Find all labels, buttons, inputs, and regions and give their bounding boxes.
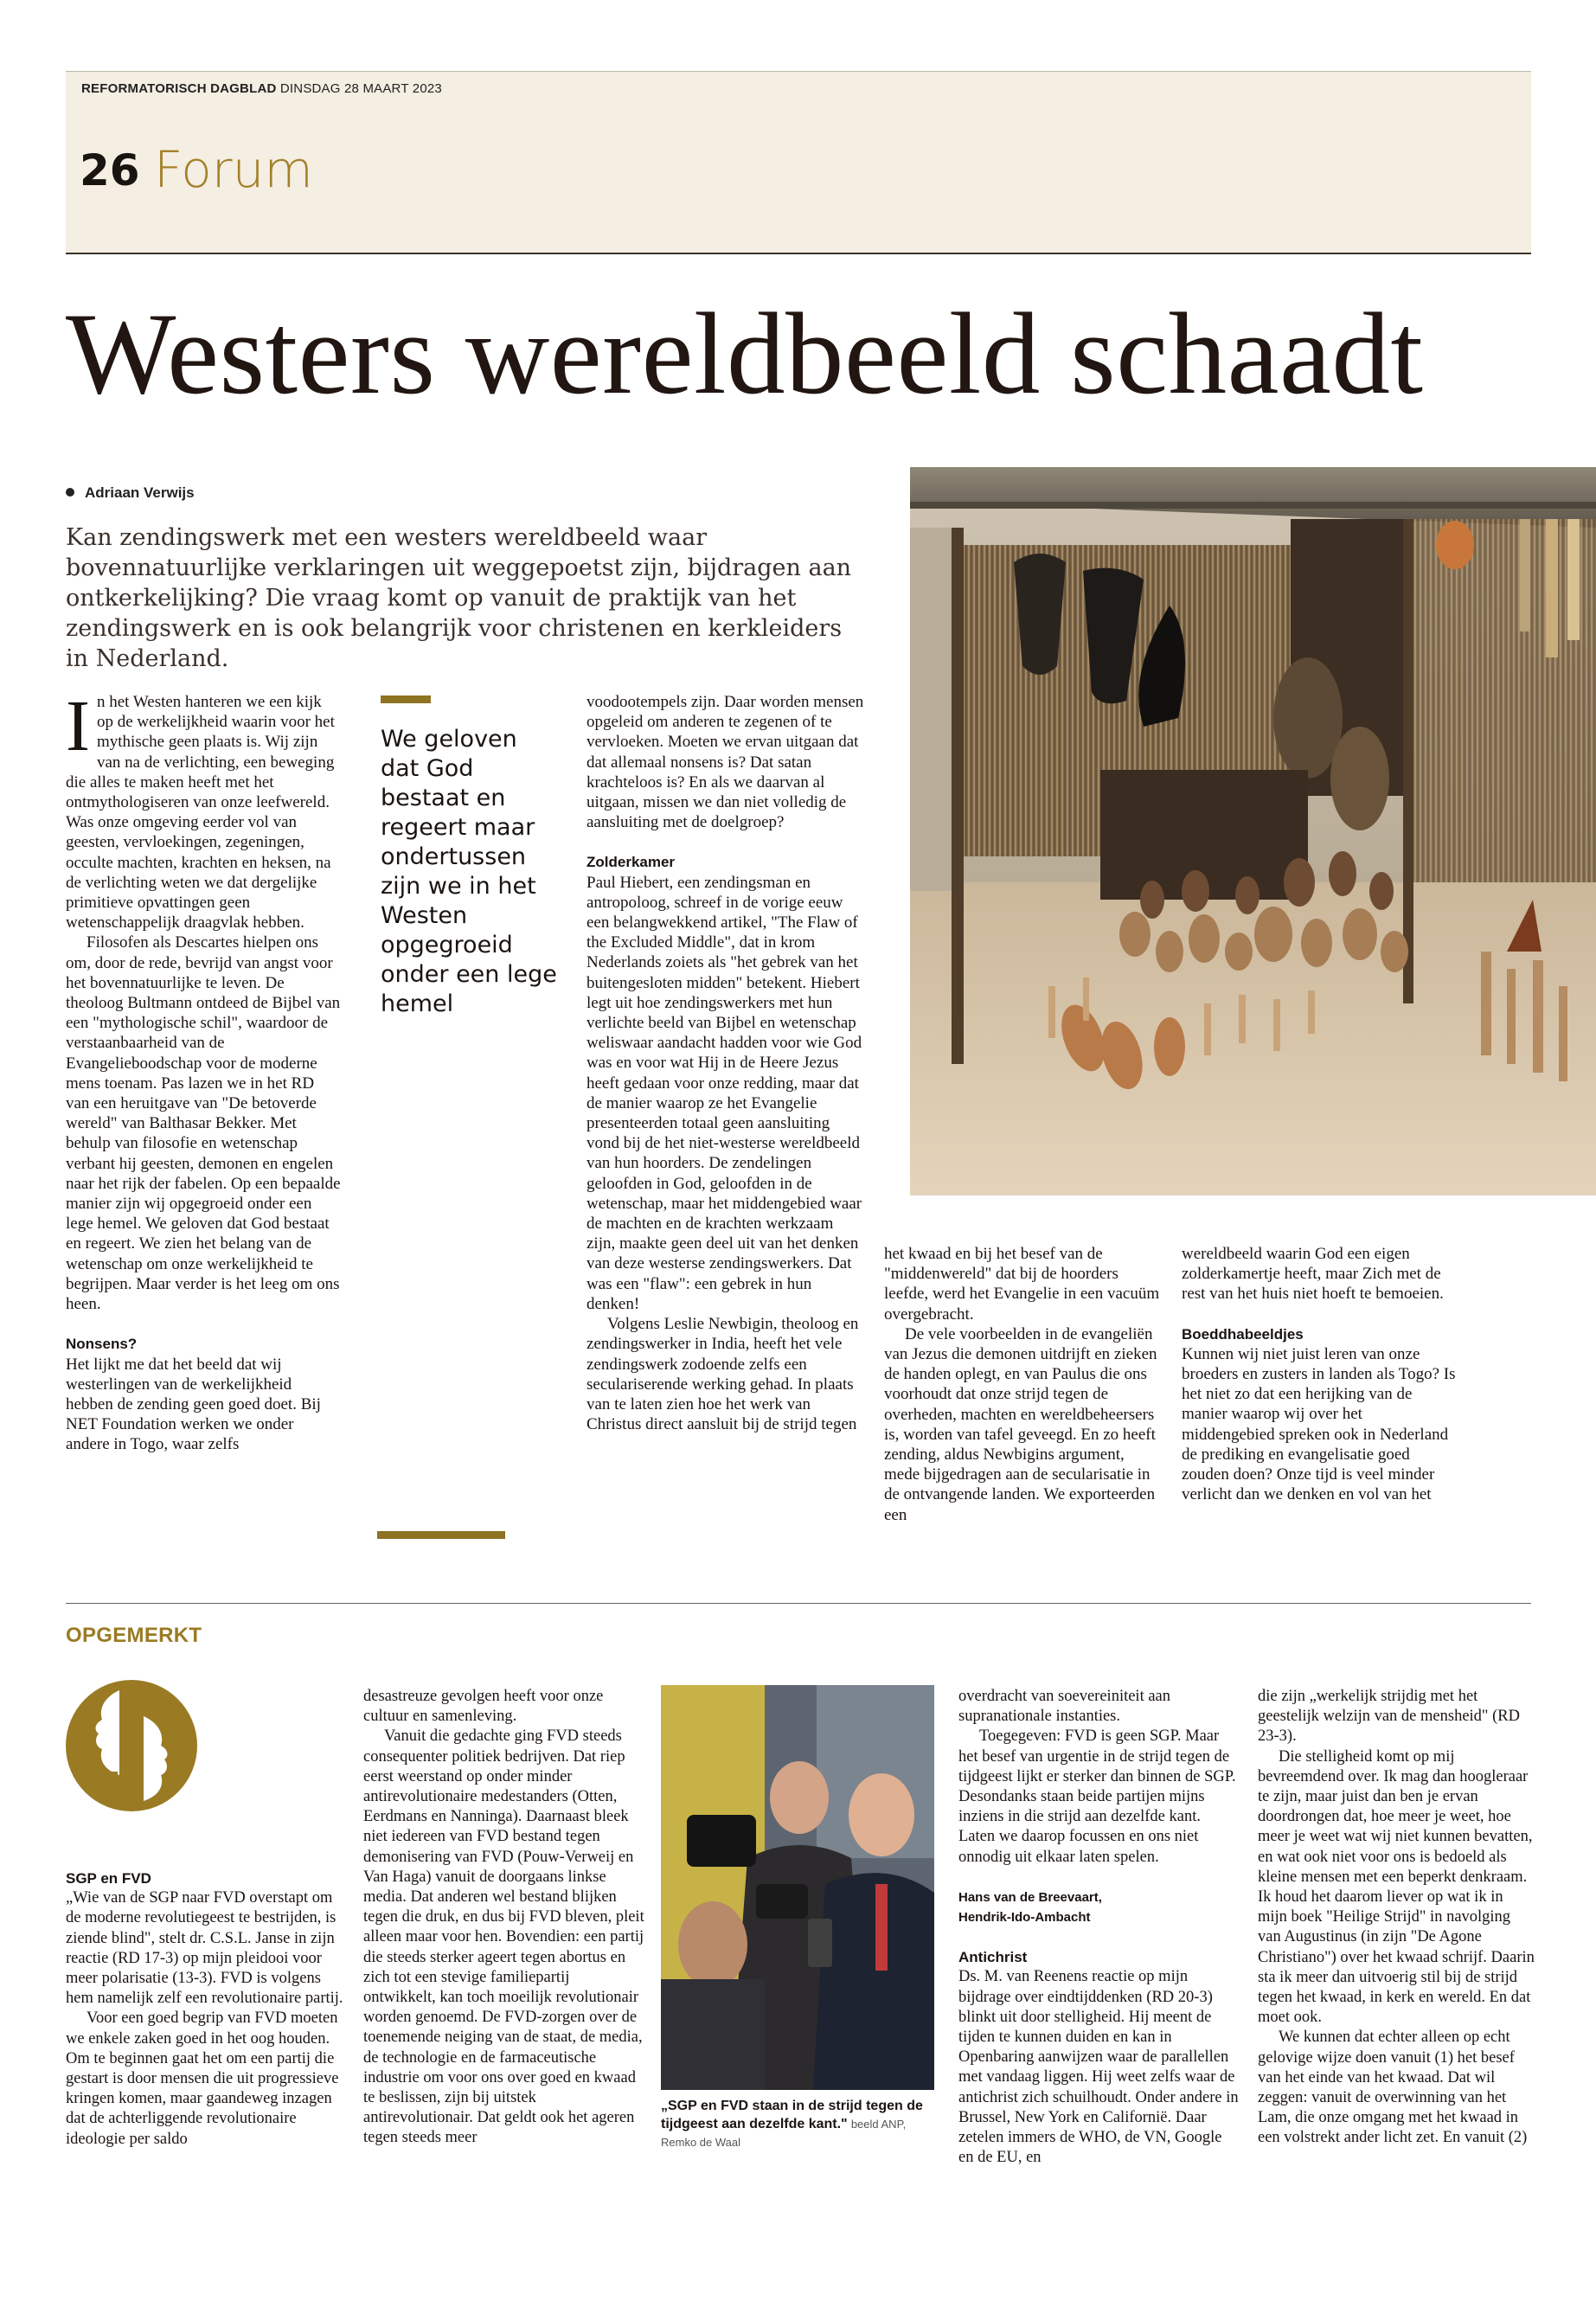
subhead-boeddhabeeldjes: Boeddhabeeldjes [1182,1325,1304,1343]
issue-date: DINSDAG 28 MAART 2023 [279,81,442,96]
article-intro: Kan zendingswerk met een westers wereldbeeld waar bovennatuurlijke verklaringen uit weggepoetst zijn, bijdragen aan ontkerkelijking? Die vraag komt op vanuit de praktijk van het zendingswerk en is ook belangrijk voor christenen en kerkleiders in Nederland. [66,524,852,672]
letters-column-2 [363,1687,644,2149]
article-column-2 [586,692,865,1434]
pullquote: We geloven dat God bestaat en regeert maar ondertussen zijn we in het Westen opgegroeid onder een lege hemel [381,726,557,1017]
letters-column-4 [1258,1687,1535,2149]
paragraph-6-end: wereldbeeld waarin God een eigen zolderkamertje heeft, maar Zich met de rest van het huis niet hoeft te bemoeien. [1182,1245,1444,1304]
signature-name: Hans van de Breevaart, [958,1889,1102,1905]
paragraph-5-start: Volgens Leslie Newbigin, theoloog en zendingswerker in India, heeft het vele zendingswerk zodoende zelfs een seculariserende werking gehad. In plaats van te laten zien hoe het werk van Christus direct aansluit bij de strijd tegen [586,1315,859,1434]
subhead-zolderkamer: Zolderkamer [586,854,676,871]
photo-caption [661,2097,938,2151]
subhead-sgp-fvd: SGP en FVD [66,1870,151,1887]
letter-1-para-1: „Wie van de SGP naar FVD overstapt om de moderne revolutiegeest te bestrijden, is ziende blind", stelt dr. C.S.L. Janse in zijn reactie (RD 17-3) op mijn pleidooi voor meer polarisatie (13-3). FVD is volgens hem namelijk zelf een revolutionaire partij. [66,1889,343,2008]
caption-text: „SGP en FVD staan in de strijd tegen de tijdgeest aan dezelfde kant." [661,2099,923,2131]
drop-cap: I [66,686,90,766]
paper-name: REFORMATORISCH DAGBLAD [81,81,277,96]
letter-1-para-3-end: overdracht van soevereiniteit aan supranationale instanties. [958,1688,1171,1726]
paragraph-5-end: het kwaad en bij het besef van de "middenwereld" dat bij de hoorders leefde, werd het Evangelie in een vacuüm overgebracht. [884,1245,1160,1324]
page-number: 26 [80,145,140,195]
letter-2-para-1-end: die zijn „werkelijk strijdig met het geestelijk welzijn van de mensheid" (RD 23-3). [1258,1688,1520,1746]
signature-place: Hendrik-Ido-Ambacht [958,1910,1091,1926]
photo-credit: beeld ANP, Remko de Waal [661,2118,907,2149]
letter-1-para-2-end: desastreuze gevolgen heeft voor onze cultuur en samenleving. [363,1688,604,1726]
pullquote-bar-top [381,695,431,703]
paragraph-3-end: voodootempels zijn. Daar worden mensen opgeleid om anderen te zegenen of te vervloeken. Moeten we ervan uitgaan dat dat allemaal nonsens is? Dat satan krachteloos is? En als we daarvan al uitgaan, missen we dan niet volledig de aansluiting met de doelgroep? [586,693,864,832]
letter-1-para-3-start: Vanuit die gedachte ging FVD steeds consequenter politiek bedrijven. Dat riep eerst weerstand op onder minder antirevolutionaire medestanders (Otten, Eerdmans en Nanninga). Daarnaast bleek niet iedereen van FVD bestand tegen demonisering van FVD (Pouw-Verweij en Van Haga) vanuit de doorgaans linkse media. Dat anderen wel bestand blijken tegen die druk, en dus bij FVD bleven, pleit alleen maar voor hen. Bovendien: een partij die steeds sterker ageert tegen abortus en zich tot een stevige familiepartij ontwikkelt, kan toch moeilijk revolutionair worden genoemd. De FVD-zorgen over de toenemende neiging van de staat, de media, de technologie en de farmaceutische industrie om voor ons over goed en kwaad te beslissen, zijn bij uitstek antirevolutionair. Dat geldt ook het ageren tegen steeds meer [363,1727,644,2147]
article-column-1 [66,686,341,1455]
letter-2-para-3: We kunnen dat echter alleen op echt gelovige wijze doen vanuit (1) het besef van het einde van het kwaad. Dat wil zeggen: vanuit de overwinning van het Lam, die onze omgang met het kwaad in een volstrekt ander licht zet. En vanuit (2) [1258,2029,1528,2147]
paragraph-3-start: Het lijkt me dat het beeld dat wij westerlingen van de werkelijkheid hebben de zending geen goed doet. Bij NET Foundation werken we onder andere in Togo, waar zelfs [66,1355,321,1454]
opgemerkt-label: OPGEMERKT [66,1624,202,1647]
letter-1-para-4: Toegegeven: FVD is geen SGP. Maar het besef van urgentie in de strijd tegen de tijdgeest lijkt er sterker dan binnen de SGP. Desondanks staan beide partijen mijns inziens in die strijd aan dezelfde kant. Laten we daarop focussen en ons niet onnodig uit elkaar laten spelen. [958,1727,1236,1866]
letter-1-para-2-start: Voor een goed begrip van FVD moeten we enkele zaken goed in het oog houden. Om te beginnen gaat het om een partij die gestart is door mensen die uit progressieve kringen komen, maar gaandeweg inzagen dat de achterliggende revolutionaire ideologie per saldo [66,2009,339,2148]
paragraph-6: De vele voorbeelden in de evangeliën van Jezus die demonen uitdrijft en zieken de handen oplegt, en van Paulus die ons voorhoudt dat onze strijd tegen de overheden, machten en wereldbeheersers is, worden van tafel geveegd. En zo heeft zending, aldus Newbigins argument, mede bijgedragen aan de secularisatie in de ontvangende landen. We exporteerden een [884,1324,1157,1524]
subhead-nonsens: Nonsens? [66,1336,138,1353]
opgemerkt-faces-logo [66,1680,197,1811]
article-column-4 [1182,1244,1458,1504]
market-stall-photo [910,467,1596,1195]
letter-2-para-2: Die stelligheid komt op mij bevreemdend over. Ik mag dan hoogleraar te zijn, maar juist dan ben je ervan doordrongen dat, hoe meer je weet, hoe meer je weet wat wij niet kunnen bevatten, en wat ook niet voor ons is bedoeld als kleine mensen met een beperkt denkraam. Ik houd het daarom liever op wat ik in mijn boek "Heilige Strijd" in navolging van Augustinus (in zijn "De Agone Christiano") over het kwaad schrijf. Daarin sta ik meer dan uitvoerig stil bij de strijd tegen het kwaad, in kerk en wereld. En dat moet ook. [1258,1747,1535,2027]
paragraph-4: Paul Hiebert, een zendingsman en antropoloog, schreef in de vorige eeuw een belangwekkend artikel, "The Flaw of the Excluded Middle", dat in krom Nederlands zoiets als "het gebrek van het buitengesloten midden" betekent. Hiebert legt uit hoe zendingswerkers met hun verlichte beeld van Bijbel en wetenschap weliswaar aandacht hadden voor wie God was en voor wat Hij in de Heere Jezus heeft gedaan voor onze redding, maar dat de manier waarop ze het Evangelie presenteerden totaal geen aansluiting vond bij de het niet-westerse wereldbeeld van hun hoorders. De zendelingen geloofden in God, geloofden in de wetenschap, maar het middengebied waar de machten en de krachten werkzaam zijn, maakte geen deel uit van het denken van deze westerse zendingswerkers. Dat was een "flaw": een gebrek in hun denken! [586,873,862,1313]
pullquote-bar-bottom [377,1531,505,1539]
paragraph-2: Filosofen als Descartes hielpen ons om, door de rede, bevrijd van angst voor het bovennatuurlijke te leven. De theoloog Bultmann ontdeed de Bijbel van een "mythologische schil", waardoor de verstaanbaarheid van de Evangelieboodschap voor de moderne mens toenam. Pas lazen we in het RD van een heruitgave van "De betoverde wereld" van Balthasar Bekker. Met behulp van filosofie en wetenschap verbant hij geesten, demonen en engelen naar het rijk der fabelen. Op een bepaalde manier zijn wij opgegroeid onder een lege hemel. We geloven dat God bestaat en regeert. We zien het belang van de wetenschap om onze werkelijkheid te begrijpen. Maar verder is het leeg om ons heen. [66,933,341,1314]
paragraph-1-text: n het Westen hanteren we een kijk op de werkelijkheid waarin voor het mythische geen plaats is. Wij zijn van na de verlichting, een beweging die alles te maken heeft met het ontmythologiseren van onze leefwereld. Was onze omgeving eerder vol van geesten, vervloekingen, zegeningen, occulte machten, krachten en heksen, na de verlichting weten we dat dergelijke primitieve opvattingen geen wetenschappelijk draagvlak hebben. [66,693,335,933]
masthead [81,81,442,96]
subhead-antichrist: Antichrist [958,1949,1028,1966]
article-column-3 [884,1244,1161,1525]
paragraph-7: Kunnen wij niet juist leren van onze broeders en zusters in landen als Togo? Is het niet zo dat een herijking van de manier waarop wij over het middengebied spreken ook in Nederland de prediking en evangelisatie goed zouden doen? Onze tijd is veel minder verlicht dan we denken en vol van het [1182,1344,1456,1504]
section-divider [66,1603,1531,1604]
letters-column-1 [66,1868,351,2150]
byline [66,484,195,502]
headline: Westers wereldbeeld schaadt [66,290,1424,419]
bullet-icon [66,488,74,497]
press-photo [661,1685,934,2090]
letter-2-para-1-start: Ds. M. van Reenens reactie op mijn bijdrage over eindtijddenken (RD 20-3) blinkt uit door stelligheid. Hij meent de tijden te kunnen duiden en kan in Openbaring aanwijzen waar de parallellen met vandaag liggen. Hij weet zelfs waar de antichrist zich schuilhoudt. Onder andere in Brussel, New York en Californië. Daar zetelen immers de WHO, de VN, Google en de EU, en [958,1968,1239,2167]
author-name: Adriaan Verwijs [85,484,195,501]
letters-column-3 [958,1687,1240,2168]
section-title: Forum [154,140,313,199]
paragraph-1 [66,686,341,933]
